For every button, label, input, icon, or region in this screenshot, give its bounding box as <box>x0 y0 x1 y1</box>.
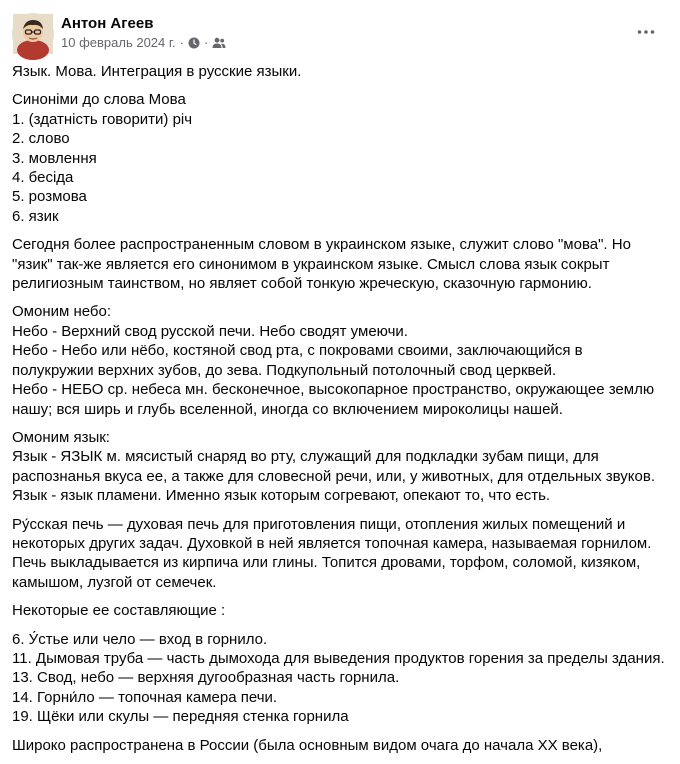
post-text <box>12 62 668 764</box>
text-line: 4. бесіда <box>12 169 74 187</box>
post-paragraph <box>12 630 668 727</box>
post-paragraph <box>12 302 668 418</box>
text-line: Язык - ЯЗЫК м. мясистый снаряд во рту, служащий для подкладки зубам пищи, для <box>12 448 599 466</box>
post-paragraph <box>12 90 668 226</box>
text-line: Сегодня более распространенным словом в украинском языке, служит слово "мова". Но <box>12 236 631 254</box>
text-line: 6. язик <box>12 207 59 225</box>
avatar[interactable] <box>12 13 54 55</box>
post-header <box>12 12 668 54</box>
text-line: Печь выкладывается из кирпича или глины. Топится дровами, торфом, соломой, кизяком, <box>12 554 641 572</box>
post-paragraph <box>12 62 668 81</box>
text-line: распознанья вкуса ее, а также для словесной речи, или, у животных, для отдельных звуков. <box>12 467 655 485</box>
text-line: 5. розмова <box>12 188 87 206</box>
text-line: Ру́сская печь — духовая печь для приготовления пищи, отопления жилых помещений и <box>12 515 626 533</box>
text-line: Язык. Мова. Интеграция в русские языки. <box>12 63 302 80</box>
text-line: 6. У́стье или чело — вход в горнило. <box>12 630 268 648</box>
text-line: Омоним небо: <box>12 303 112 321</box>
text-line: 19. Щёки или скулы — передняя стенка горнила <box>12 708 349 726</box>
post-paragraph <box>12 235 668 293</box>
text-line: некоторых других задач. Духовкой в ней является топочная камера, называемая горнилом. <box>12 534 652 552</box>
post-paragraph <box>12 601 668 620</box>
text-line: 2. слово <box>12 130 70 148</box>
text-line: Небо - Небо или нёбо, костяной свод рта, с покровами своими, заключающийся в <box>12 342 583 360</box>
more-options-button[interactable] <box>632 22 660 42</box>
post-paragraph <box>12 515 668 593</box>
text-line: 14. Горни́ло — топочная камера печи. <box>12 688 278 706</box>
text-line: Омоним язык: <box>12 428 110 446</box>
text-line: Небо - Верхний свод русской печи. Небо сводят умеючи. <box>12 322 408 340</box>
text-line: 3. мовлення <box>12 149 97 167</box>
text-line: нашу; вся ширь и глубь вселенной, иногда со включением мироколицы нашей. <box>12 400 563 418</box>
ellipsis-icon <box>637 29 655 35</box>
text-line: Некоторые ее составляющие : <box>12 602 226 620</box>
text-line: Синоніми до слова Мова <box>12 91 186 109</box>
text-line: Широко распространена в России (была основным видом очага до начала XX века), <box>12 736 603 754</box>
text-line: 11. Дымовая труба — часть дымохода для выведения продуктов горения за пределы здания. <box>12 649 665 667</box>
text-line: Небо - НЕБО ср. небеса мн. бесконечное, высокопарное пространство, окружающее землю <box>12 381 655 399</box>
text-line: Язык - язык пламени. Именно язык которым согревают, опекают то, что есть. <box>12 487 551 505</box>
friends-icon[interactable] <box>212 37 226 49</box>
avatar-image <box>13 14 53 54</box>
text-line: "язик" так-же является его синонимом в украинском языке. Смысл слова язык сокрыт <box>12 255 610 273</box>
text-line: 1. (здатність говорити) річ <box>12 110 193 128</box>
post-meta <box>61 35 226 50</box>
post-paragraph <box>12 428 668 506</box>
clock-icon <box>188 37 200 49</box>
post-date[interactable]: 10 февраль 2024 г. <box>61 35 176 50</box>
author-name[interactable]: Антон Агеев <box>61 15 154 32</box>
meta-separator: · <box>203 35 209 50</box>
text-line: 13. Свод, небо — верхняя дугообразная часть горнила. <box>12 669 400 687</box>
text-line: религиозным таинством, но являет собой тонкую жреческую, сказочную гармонию. <box>12 275 592 293</box>
text-line: камышом, лузгой от семечек. <box>12 573 217 591</box>
text-line: полукружии верхних зубов, до зева. Подкупольный потолочный свод церквей. <box>12 361 557 379</box>
meta-separator: · <box>179 35 184 50</box>
post-paragraph <box>12 736 668 755</box>
